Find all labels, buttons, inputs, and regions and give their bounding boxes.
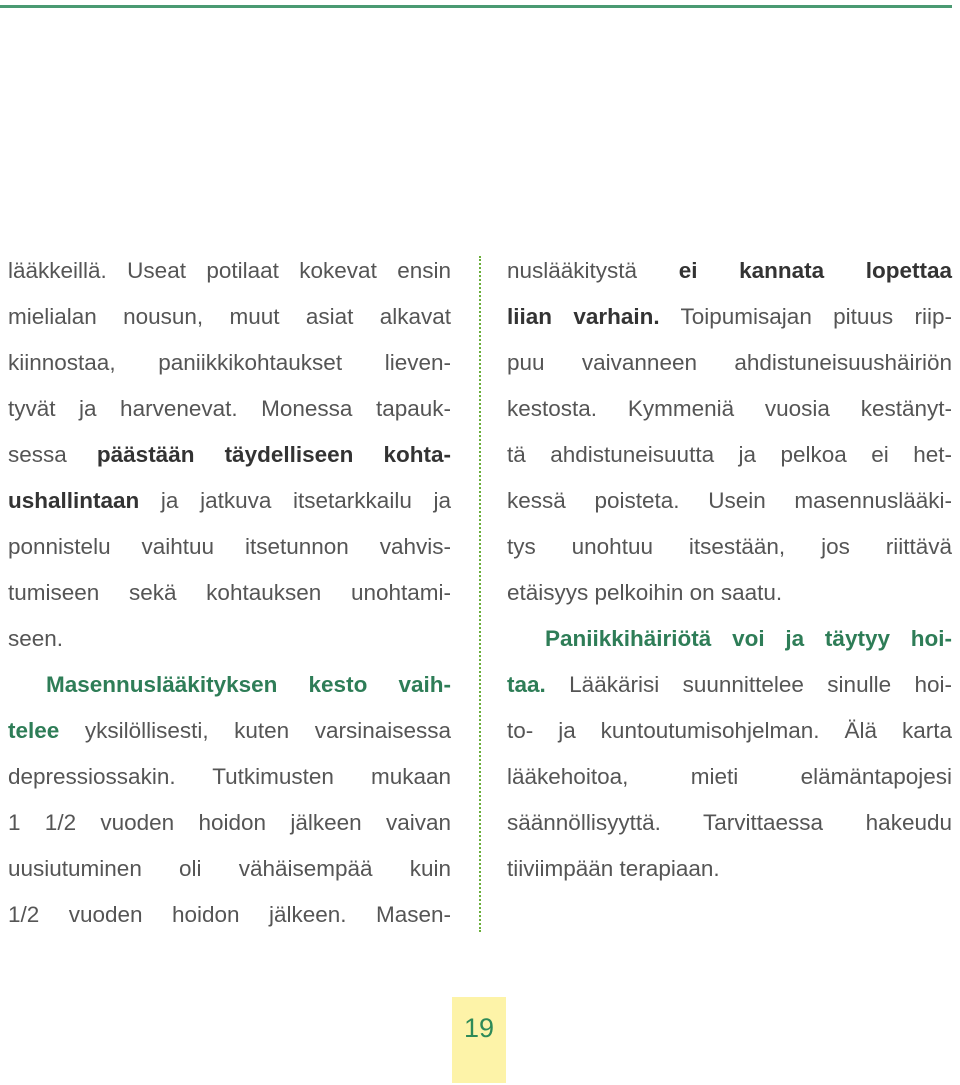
text-line: kessä poisteta. Usein masennuslääki-	[507, 488, 952, 513]
text-line	[8, 708, 451, 754]
text-line: lääkkeillä. Useat potilaat kokevat ensin	[8, 258, 451, 283]
column-divider	[479, 256, 481, 932]
text-line: tys unohtuu itsestään, jos riittävä	[507, 534, 952, 559]
text-line: lääkehoitoa, mieti elämäntapojesi	[507, 764, 952, 789]
text-run: sessa	[8, 442, 97, 467]
text-run: nuslääkitystä	[507, 258, 679, 283]
top-rule	[0, 5, 952, 8]
bold-text: ushallintaan	[8, 488, 140, 513]
page-number: 19	[463, 1013, 495, 1043]
text-line: 1 1/2 vuoden hoidon jälkeen vaivan	[8, 810, 451, 835]
text-line: ponnistelu vaihtuu itsetunnon vahvis-	[8, 534, 451, 559]
right-text-column	[507, 248, 952, 892]
text-line: etäisyys pelkoihin on saatu.	[507, 580, 783, 605]
text-line: uusiutuminen oli vähäisempää kuin	[8, 856, 451, 881]
bold-text: ei kannata lopettaa	[678, 258, 952, 283]
text-line: puu vaivanneen ahdistuneisuushäiriön	[507, 350, 952, 375]
text-line: tyvät ja harvenevat. Monessa tapauk-	[8, 396, 451, 421]
highlight-heading: Masennuslääkityksen kesto vaih-	[46, 672, 451, 697]
text-line: tä ahdistuneisuutta ja pelkoa ei het-	[507, 442, 952, 467]
text-run: yksilöllisesti, kuten varsinaisessa	[59, 718, 451, 743]
highlight-text: telee	[8, 718, 60, 743]
text-line: to- ja kuntoutumisohjelman. Älä karta	[507, 718, 952, 743]
text-line	[8, 478, 451, 524]
text-run: Toipumisajan pituus riip-	[659, 304, 952, 329]
text-line	[507, 294, 952, 340]
text-run: ja jatkuva itsetarkkailu ja	[139, 488, 451, 513]
text-line: tumiseen sekä kohtauksen unohtami-	[8, 580, 451, 605]
bold-text: liian varhain.	[507, 304, 660, 329]
text-line	[507, 248, 952, 294]
text-line: seen.	[8, 626, 64, 651]
text-line: 1/2 vuoden hoidon jälkeen. Masen-	[8, 902, 451, 927]
text-line	[8, 432, 451, 478]
text-line: säännöllisyyttä. Tarvittaessa hakeudu	[507, 810, 952, 835]
text-line: tiiviimpään terapiaan.	[507, 856, 720, 881]
left-text-column	[8, 248, 451, 938]
text-line: depressiossakin. Tutkimusten mukaan	[8, 764, 451, 789]
highlight-text: taa.	[507, 672, 546, 697]
text-line: kiinnostaa, paniikkikohtaukset lieven-	[8, 350, 451, 375]
text-run: Lääkärisi suunnittelee sinulle hoi-	[545, 672, 952, 697]
text-line: kestosta. Kymmeniä vuosia kestänyt-	[507, 396, 952, 421]
text-line	[507, 662, 952, 708]
highlight-heading: Paniikkihäiriötä voi ja täytyy hoi-	[545, 626, 952, 651]
bold-text: päästään täydelliseen kohta-	[96, 442, 452, 467]
text-line: mielialan nousun, muut asiat alkavat	[8, 304, 451, 329]
